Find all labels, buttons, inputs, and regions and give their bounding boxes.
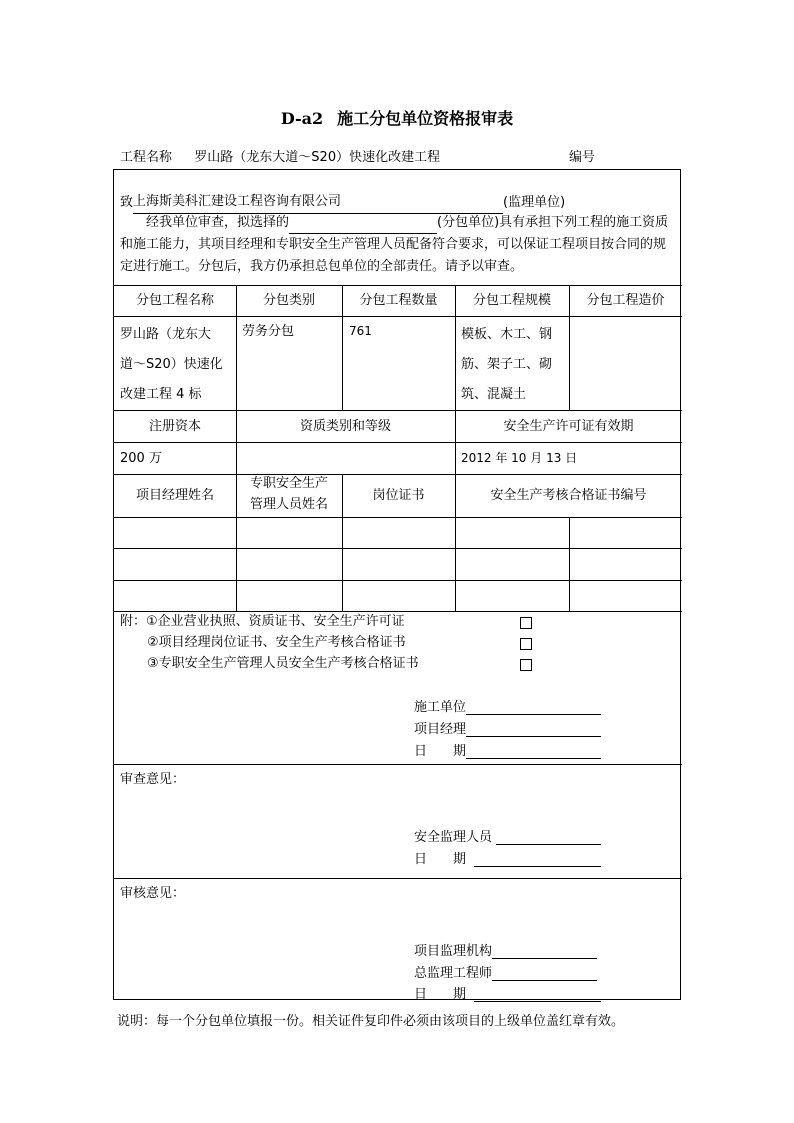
chief-engineer-label: 总监理工程师 [414, 966, 493, 981]
rule [114, 285, 682, 286]
name-line: 改建工程 4 标 [120, 387, 202, 402]
safety-officer-field[interactable] [496, 830, 601, 845]
review-date-label: 日 期 [414, 852, 467, 867]
safety-officer-label: 安全监理人员 [414, 830, 493, 845]
rule [114, 764, 682, 765]
rule [114, 410, 682, 411]
project-label: 工程名称 [120, 150, 173, 165]
number-label: 编号 [569, 150, 596, 165]
contractor-unit-label: 施工单位 [414, 700, 467, 715]
cell-license-expiry: 2012 年 10 月 13 日 [461, 451, 578, 465]
name-line: 道～S20）快速化 [120, 357, 223, 372]
cell-registered-capital: 200 万 [120, 451, 162, 466]
rule [114, 442, 682, 443]
rule [114, 316, 682, 317]
to-prefix: 致 [120, 195, 134, 210]
form-table [113, 169, 681, 1000]
project-name-line [120, 146, 440, 165]
attachments-list [120, 611, 419, 674]
header-subcontract-cost: 分包工程造价 [586, 293, 665, 308]
review-label: 审查意见： [120, 772, 186, 787]
contractor-date-field[interactable] [466, 744, 601, 759]
cell-subcontract-quantity: 761 [349, 324, 372, 338]
header-post-certificate: 岗位证书 [372, 488, 425, 503]
document-code: D-a2 [280, 109, 324, 128]
attachment-item: ③专职安全生产管理人员安全生产考核合格证书 [147, 656, 419, 671]
scale-line: 模板、木工、钢 [461, 327, 553, 342]
attachment-checkbox-3[interactable] [520, 659, 532, 671]
rule [114, 878, 682, 879]
project-manager-field[interactable] [466, 722, 601, 737]
project-manager-line [414, 718, 601, 737]
contractor-date-label: 日 期 [414, 744, 467, 759]
subcontractor-blank [289, 218, 437, 234]
declaration-paragraph [120, 212, 678, 278]
header-manager-name: 项目经理姓名 [135, 488, 214, 503]
rule [114, 580, 682, 581]
attachment-item: ①企业营业执照、资质证书、安全生产许可证 [146, 614, 405, 629]
header-line: 管理人员姓名 [249, 497, 328, 512]
attachment-checkbox-2[interactable] [520, 638, 532, 650]
declaration-rest: 具有承担下列工程的施工资质和施工能力，其项目经理和专职安全生产管理人员配备符合要求，可以保证工程项目按合同的规定进行施工。分包后，我方仍承担总包单位的全部责任。请予以审查。 [120, 215, 669, 274]
header-subcontract-name: 分包工程名称 [135, 293, 214, 308]
project-manager-label: 项目经理 [414, 722, 467, 737]
scale-line: 筑、混凝土 [461, 387, 527, 402]
header-subcontract-category: 分包类别 [262, 293, 315, 308]
rule [114, 517, 682, 518]
cell-subcontract-scale [461, 320, 552, 410]
addressee-line [120, 190, 565, 214]
scale-line: 筋、架子工、砌 [461, 357, 553, 372]
contractor-unit-field[interactable] [466, 700, 601, 715]
header-subcontract-quantity: 分包工程数量 [359, 293, 438, 308]
header-qualification: 资质类别和等级 [299, 419, 391, 434]
approval-date-field[interactable] [474, 987, 601, 1002]
name-line: 罗山路（龙东大 [120, 327, 212, 342]
attachment-checkbox-1[interactable] [520, 617, 532, 629]
supervision-org-field[interactable] [492, 944, 597, 959]
supervision-org-label: 项目监理机构 [414, 944, 493, 959]
header-line: 专职安全生产 [249, 476, 328, 491]
document-title [0, 106, 794, 129]
footnote: 说明：每一个分包单位填报一份。相关证件复印件必须由该项目的上级单位盖红章有效。 [117, 1014, 625, 1029]
supervisor-name: 上海斯美科汇建设工程咨询有限公司 [133, 194, 342, 209]
cell-subcontract-category: 劳务分包 [242, 324, 295, 339]
declaration-blank-suffix: (分包单位) [437, 215, 500, 230]
rule [569, 517, 570, 611]
cell-subcontract-name [120, 320, 223, 410]
rule [114, 474, 682, 475]
approval-label: 审核意见： [120, 886, 186, 901]
header-safety-cert-number: 安全生产考核合格证书编号 [490, 488, 647, 503]
attachment-item: ②项目经理岗位证书、安全生产考核合格证书 [147, 635, 406, 650]
declaration-start: 经我单位审查，拟选择的 [146, 215, 290, 230]
review-date-line [414, 848, 601, 867]
chief-engineer-field[interactable] [492, 966, 597, 981]
header-license-expiry: 安全生产许可证有效期 [503, 419, 634, 434]
contractor-unit-line [414, 696, 601, 715]
approval-date-line [414, 983, 601, 1002]
project-name: 罗山路（龙东大道～S20）快速化改建工程 [194, 150, 441, 165]
supervisor-suffix: (监理单位) [503, 195, 566, 210]
document-title-text: 施工分包单位资格报审表 [337, 109, 514, 128]
chief-engineer-line [414, 962, 597, 981]
safety-officer-line [414, 826, 601, 845]
approval-date-label: 日 期 [414, 987, 467, 1002]
header-safety-officer-name [236, 473, 342, 515]
attachments-prefix: 附： [120, 614, 147, 629]
supervision-org-line [414, 940, 597, 959]
contractor-date-line [414, 740, 601, 759]
header-subcontract-scale: 分包工程规模 [472, 293, 551, 308]
review-date-field[interactable] [474, 852, 601, 867]
header-registered-capital: 注册资本 [148, 419, 201, 434]
rule [114, 548, 682, 549]
